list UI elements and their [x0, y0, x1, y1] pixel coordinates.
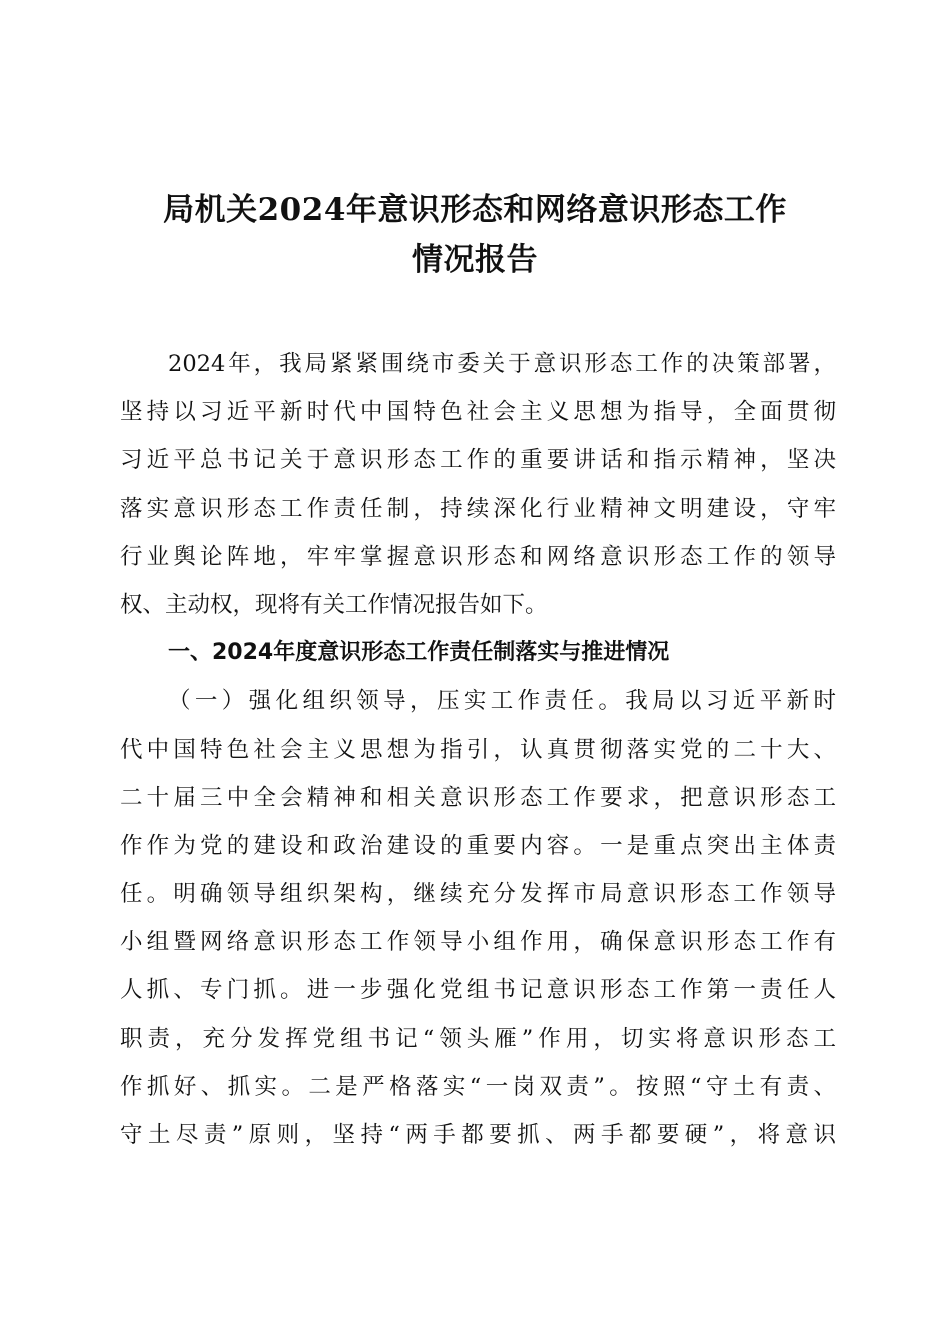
document-body [120, 340, 836, 1159]
section-line-9: 作抓好、抓实。二是严格落实“一岗双责”。按照“守土有责、 [120, 1073, 836, 1100]
section-line-2: 代中国特色社会主义思想为指引，认真贯彻落实党的二十大、 [120, 736, 836, 763]
section-line-1: （一）强化组织领导，压实工作责任。我局以习近平新时 [168, 688, 836, 715]
section-line-5: 任。明确领导组织架构，继续充分发挥市局意识形态工作领导 [120, 881, 836, 908]
title-line-1: 局机关2024年意识形态和网络意识形态工作 [163, 192, 787, 228]
section-line-4: 作作为党的建设和政治建设的重要内容。一是重点突出主体责 [120, 832, 836, 859]
intro-line-5: 行业舆论阵地，牢牢掌握意识形态和网络意识形态工作的领导 [120, 543, 836, 570]
section-line-6: 小组暨网络意识形态工作领导小组作用，确保意识形态工作有 [120, 929, 836, 956]
document-title [100, 185, 850, 285]
intro-line-2: 坚持以习近平新时代中国特色社会主义思想为指导，全面贯彻 [120, 399, 836, 426]
section-line-10: 守土尽责”原则，坚持“两手都要抓、两手都要硬”，将意识 [120, 1122, 836, 1148]
section-line-8: 职责，充分发挥党组书记“领头雁”作用，切实将意识形态工 [120, 1025, 836, 1052]
intro-line-4: 落实意识形态工作责任制，持续深化行业精神文明建设，守牢 [120, 495, 836, 522]
section-paragraph [120, 677, 836, 1159]
section-line-3: 二十届三中全会精神和相关意识形态工作要求，把意识形态工 [120, 784, 836, 811]
intro-line-6: 权、主动权，现将有关工作情况报告如下。 [120, 591, 548, 618]
section-heading: 一、2024年度意识形态工作责任制落实与推进情况 [168, 640, 670, 666]
section-line-7: 人抓、专门抓。进一步强化党组书记意识形态工作第一责任人 [120, 977, 836, 1004]
title-line-2: 情况报告 [412, 242, 538, 278]
intro-line-1: 2024年，我局紧紧围绕市委关于意识形态工作的决策部署， [168, 351, 836, 377]
intro-line-3: 习近平总书记关于意识形态工作的重要讲话和指示精神，坚决 [120, 447, 836, 474]
intro-paragraph [120, 340, 836, 629]
